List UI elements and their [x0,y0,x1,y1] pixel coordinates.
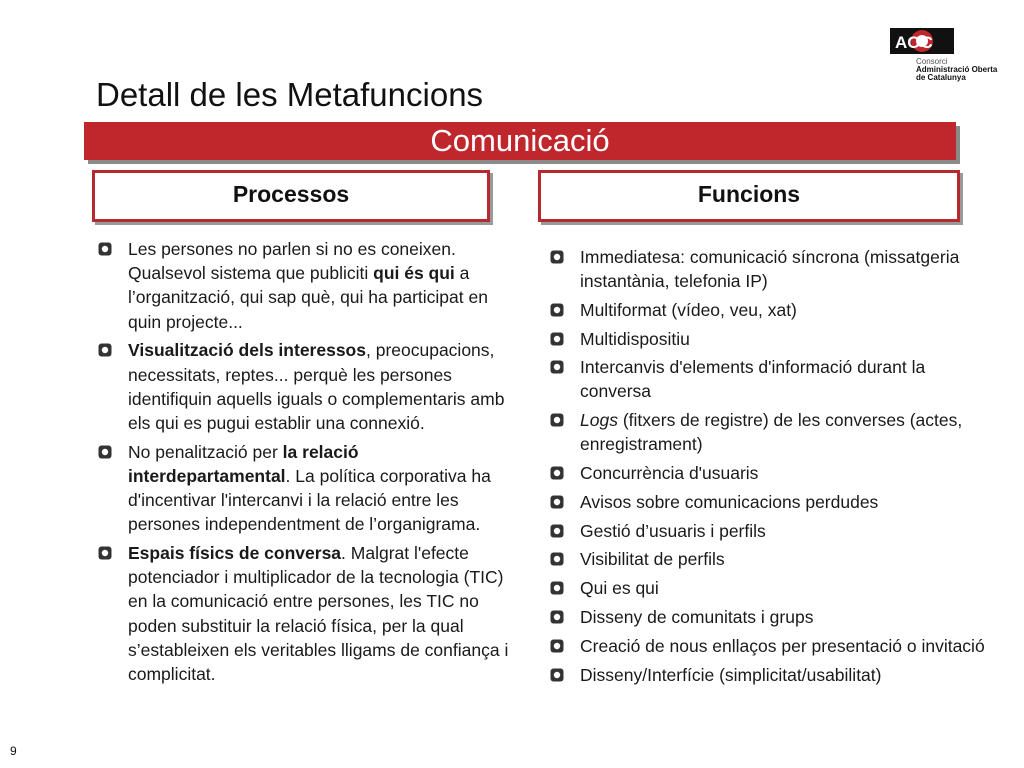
square-bullet-icon [550,524,564,538]
square-bullet-icon [550,668,564,682]
square-bullet-icon [550,303,564,317]
list-item [550,490,990,514]
slide-title: Detall de les Metafuncions [96,76,484,113]
square-bullet-icon [98,546,112,560]
list-item-text: Gestió d’usuaris i perfils [580,520,766,541]
list-item-text: Immediatesa: comunicació síncrona (missatgeria instantània, telefonia IP) [580,247,960,291]
list-item-text: qui és qui [373,263,455,284]
list-item-text: Visibilitat de perfils [580,549,725,570]
list-item-text: Visualització dels interessos [128,340,366,361]
square-bullet-icon [98,343,112,357]
square-bullet-icon [550,581,564,595]
logo-line-1: Consorci [916,57,948,66]
list-item [550,519,990,543]
page-number: 9 [10,744,17,758]
list-item-text: . La política corporativa ha d'incentivar l'intercanvi i la relació entre les persones independentment de l’organigrama. [128,465,491,535]
list-item [550,245,990,293]
list-item [550,355,990,403]
list-item-text: la relació interdepartamental [128,441,359,486]
list-item-text: . Malgrat l'efecte potenciador i multiplicador de la tecnologia (TIC) en la comunicació entre persones, les TIC no poden substituir la relació física, per la qual s’estableixen els veritables lligams de confiança i complicitat. [128,542,509,684]
list-item [550,634,990,658]
aoc-logo-icon [890,28,954,54]
list-item [98,237,518,334]
processos-header-box: Processos [92,170,490,222]
list-item [550,547,990,571]
list-item-text: Logs [580,410,618,431]
square-bullet-icon [550,610,564,624]
list-item [550,461,990,485]
funcions-list [550,245,990,691]
square-bullet-icon [550,360,564,374]
list-item-text: , preocupacions, necessitats, reptes... perquè les persones identifiquin aquells iguals o complementaris amb els qui es pugui establir una connexió. [128,340,505,433]
aoc-logo [890,28,1010,88]
list-item [550,663,990,687]
square-bullet-icon [550,552,564,566]
list-item-text: (fitxers de registre) de les converses (actes, enregistrament) [580,410,963,455]
list-item-text: Creació de nous enllaços per presentació o invitació [580,635,985,656]
logo-line-2: Administració Oberta [916,65,998,74]
list-item-text: Multidispositiu [580,328,690,349]
square-bullet-icon [550,332,564,346]
list-item [550,576,990,600]
square-bullet-icon [98,242,112,256]
list-item [550,327,990,351]
list-item-text: Concurrència d'usuaris [580,462,759,483]
square-bullet-icon [550,413,564,427]
logo-line-3: de Catalunya [916,73,966,82]
list-item [98,541,518,686]
square-bullet-icon [550,466,564,480]
list-item [98,338,518,435]
list-item [550,298,990,322]
logo-caption [916,58,997,82]
list-item-text: Espais físics de conversa [128,542,342,563]
list-item-text: a l’organització, qui sap què, qui ha participat en quin projecte... [128,263,488,332]
list-item [98,440,518,537]
list-item-text: Avisos sobre comunicacions perdudes [580,491,879,512]
list-item-text: Intercanvis d'elements d'informació durant la conversa [580,357,926,402]
square-bullet-icon [98,445,112,459]
list-item-text: No penalització per [128,441,283,462]
processos-list [98,237,518,691]
list-item-text: Qui es qui [580,578,659,599]
square-bullet-icon [550,495,564,509]
list-item-text: Multiformat (vídeo, veu, xat) [580,299,797,320]
list-item-text: Disseny de comunitats i grups [580,606,814,627]
list-item-text: Disseny/Interfície (simplicitat/usabilitat) [580,664,882,685]
funcions-header-box: Funcions [538,170,960,222]
list-item-text: Les persones no parlen si no es coneixen. Qualsevol sistema que publiciti [128,239,456,284]
section-banner: Comunicació [84,122,956,160]
square-bullet-icon [550,250,564,264]
list-item [550,408,990,456]
list-item [550,605,990,629]
square-bullet-icon [550,639,564,653]
logo-mark-text: AOC [895,33,933,52]
